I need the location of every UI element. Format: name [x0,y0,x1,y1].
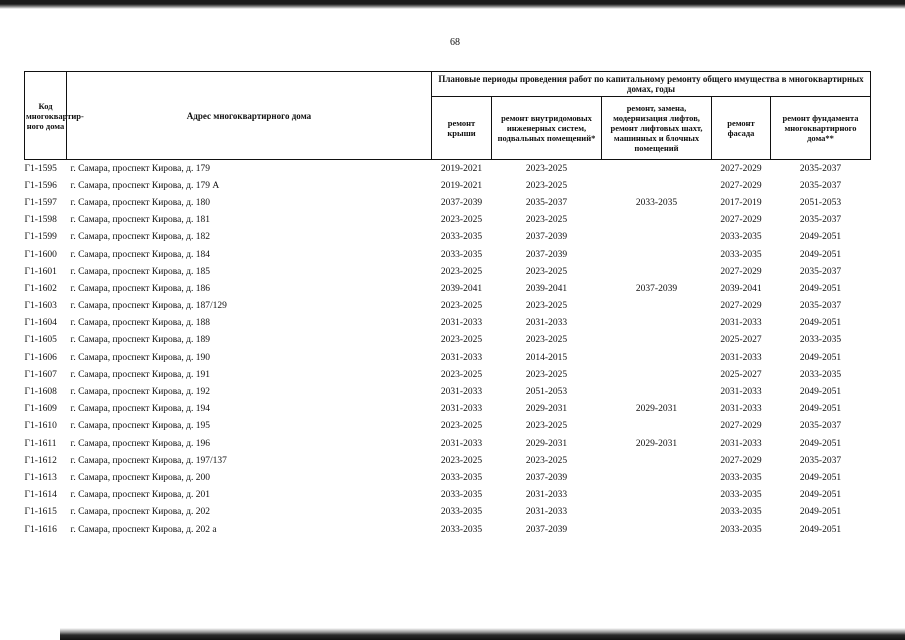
lift-repair-cell [602,469,712,486]
roof-repair-cell: 2023-2025 [440,215,483,226]
address-cell: г. Самара, проспект Кирова, д. 195 [70,421,210,432]
table-row [25,177,871,194]
foundation-repair-cell: 2035-2037 [799,163,842,174]
facade-repair-cell: 2027-2029 [720,301,762,312]
header-facade: ремонт фасада [712,97,771,160]
table-row [25,298,871,315]
lift-repair-cell [602,315,712,332]
foundation-repair-cell: 2035-2037 [799,455,842,466]
roof-repair-cell: 2033-2035 [440,249,483,260]
code-cell: Г1-1613 [24,472,57,483]
address-cell: г. Самара, проспект Кирова, д. 192 [70,387,210,398]
foundation-repair-cell: 2049-2051 [799,232,842,243]
table-row [25,332,871,349]
lift-repair-cell [602,521,712,538]
table-row [25,383,871,400]
engineering-repair-cell: 2031-2033 [525,318,568,329]
facade-repair-cell: 2033-2035 [720,249,762,260]
address-cell: г. Самара, проспект Кирова, д. 197/137 [70,455,227,466]
code-cell: Г1-1612 [24,455,57,466]
lift-repair-cell [602,366,712,383]
facade-repair-cell: 2031-2033 [720,352,762,363]
foundation-repair-cell: 2049-2051 [799,387,842,398]
table-row [25,212,871,229]
address-cell: г. Самара, проспект Кирова, д. 201 [70,490,210,501]
table-row [25,452,871,469]
roof-repair-cell: 2031-2033 [440,352,483,363]
lift-repair-cell [602,246,712,263]
lift-repair-cell [602,298,712,315]
scan-edge-top [0,0,905,9]
roof-repair-cell: 2033-2035 [440,472,483,483]
table-row [25,246,871,263]
table-row [25,315,871,332]
foundation-repair-cell: 2049-2051 [799,404,842,415]
address-cell: г. Самара, проспект Кирова, д. 188 [70,318,210,329]
facade-repair-cell: 2025-2027 [720,335,762,346]
lift-repair-cell [602,212,712,229]
foundation-repair-cell: 2051-2053 [799,197,842,208]
table-row [25,280,871,297]
foundation-repair-cell: 2035-2037 [799,215,842,226]
code-cell: Г1-1604 [24,318,57,329]
engineering-repair-cell: 2023-2025 [525,369,568,380]
engineering-repair-cell: 2031-2033 [525,490,568,501]
lift-repair-cell [602,383,712,400]
engineering-repair-cell: 2029-2031 [525,438,568,449]
lift-repair-cell [602,177,712,194]
address-cell: г. Самара, проспект Кирова, д. 187/129 [70,301,227,312]
roof-repair-cell: 2039-2041 [440,283,483,294]
foundation-repair-cell: 2035-2037 [799,301,842,312]
header-lift: ремонт, замена, модернизация лифтов, ремонт лифтовых шахт, машинных и блочных помещений [602,97,712,160]
code-cell: Г1-1611 [24,438,57,449]
table-row [25,418,871,435]
table-row [25,487,871,504]
foundation-repair-cell: 2049-2051 [799,283,842,294]
scan-edge-bottom [60,628,905,640]
table-row [25,194,871,211]
lift-repair-cell [602,229,712,246]
roof-repair-cell: 2023-2025 [440,301,483,312]
lift-repair-cell [602,487,712,504]
lift-repair-cell: 2029-2031 [635,404,678,415]
code-cell: Г1-1597 [24,197,57,208]
code-cell: Г1-1610 [24,421,57,432]
address-cell: г. Самара, проспект Кирова, д. 196 [70,438,210,449]
lift-repair-cell: 2029-2031 [635,438,678,449]
facade-repair-cell: 2033-2035 [720,507,762,518]
header-engineering: ремонт внутридомовых инженерных систем, подвальных помещений* [492,97,602,160]
header-roof: ремонт крыши [432,97,492,160]
engineering-repair-cell: 2031-2033 [525,507,568,518]
address-cell: г. Самара, проспект Кирова, д. 184 [70,249,210,260]
facade-repair-cell: 2027-2029 [720,163,762,174]
code-cell: Г1-1615 [24,507,57,518]
roof-repair-cell: 2031-2033 [440,387,483,398]
facade-repair-cell: 2031-2033 [720,404,762,415]
code-cell: Г1-1598 [24,215,57,226]
facade-repair-cell: 2039-2041 [720,283,762,294]
lift-repair-cell [602,160,712,178]
roof-repair-cell: 2031-2033 [440,438,483,449]
address-cell: г. Самара, проспект Кирова, д. 186 [70,283,210,294]
table-row [25,469,871,486]
facade-repair-cell: 2025-2027 [720,369,762,380]
code-cell: Г1-1601 [24,266,57,277]
roof-repair-cell: 2023-2025 [440,421,483,432]
code-cell: Г1-1600 [24,249,57,260]
roof-repair-cell: 2019-2021 [440,163,483,174]
address-cell: г. Самара, проспект Кирова, д. 194 [70,404,210,415]
address-cell: г. Самара, проспект Кирова, д. 179 А [70,180,220,191]
engineering-repair-cell: 2023-2025 [525,335,568,346]
roof-repair-cell: 2023-2025 [440,335,483,346]
address-cell: г. Самара, проспект Кирова, д. 182 [70,232,210,243]
engineering-repair-cell: 2037-2039 [525,232,568,243]
engineering-repair-cell: 2014-2015 [525,352,568,363]
foundation-repair-cell: 2049-2051 [799,490,842,501]
code-cell: Г1-1595 [24,163,57,174]
address-cell: г. Самара, проспект Кирова, д. 185 [70,266,210,277]
foundation-repair-cell: 2035-2037 [799,421,842,432]
header-address: Адрес многоквартирного дома [67,72,432,160]
facade-repair-cell: 2033-2035 [720,472,762,483]
foundation-repair-cell: 2033-2035 [799,335,842,346]
address-cell: г. Самара, проспект Кирова, д. 181 [70,215,210,226]
foundation-repair-cell: 2049-2051 [799,438,842,449]
facade-repair-cell: 2033-2035 [720,490,762,501]
engineering-repair-cell: 2023-2025 [525,266,568,277]
table-header [25,72,871,160]
lift-repair-cell [602,263,712,280]
facade-repair-cell: 2027-2029 [720,215,762,226]
lift-repair-cell [602,504,712,521]
facade-repair-cell: 2027-2029 [720,455,762,466]
table-row [25,229,871,246]
table-row [25,366,871,383]
address-cell: г. Самара, проспект Кирова, д. 180 [70,197,210,208]
table-row [25,349,871,366]
lift-repair-cell [602,349,712,366]
roof-repair-cell: 2033-2035 [440,232,483,243]
engineering-repair-cell: 2051-2053 [525,387,568,398]
facade-repair-cell: 2031-2033 [720,387,762,398]
engineering-repair-cell: 2023-2025 [525,421,568,432]
address-cell: г. Самара, проспект Кирова, д. 179 [70,163,210,174]
address-cell: г. Самара, проспект Кирова, д. 202 [70,507,210,518]
header-planned-periods: Плановые периоды проведения работ по капитальному ремонту общего имущества в многоквартирных домах, годы [432,72,871,97]
engineering-repair-cell: 2029-2031 [525,404,568,415]
engineering-repair-cell: 2037-2039 [525,472,568,483]
foundation-repair-cell: 2049-2051 [799,472,842,483]
page-number: 68 [450,37,460,48]
roof-repair-cell: 2033-2035 [440,507,483,518]
foundation-repair-cell: 2035-2037 [799,180,842,191]
address-cell: г. Самара, проспект Кирова, д. 200 [70,472,210,483]
facade-repair-cell: 2031-2033 [720,318,762,329]
lift-repair-cell: 2037-2039 [635,283,678,294]
foundation-repair-cell: 2035-2037 [799,266,842,277]
foundation-repair-cell: 2049-2051 [799,318,842,329]
code-cell: Г1-1599 [24,232,57,243]
code-cell: Г1-1603 [24,301,57,312]
roof-repair-cell: 2037-2039 [440,197,483,208]
roof-repair-cell: 2023-2025 [440,266,483,277]
roof-repair-cell: 2033-2035 [440,490,483,501]
roof-repair-cell: 2033-2035 [440,524,483,535]
code-cell: Г1-1607 [24,369,57,380]
engineering-repair-cell: 2023-2025 [525,180,568,191]
foundation-repair-cell: 2033-2035 [799,369,842,380]
foundation-repair-cell: 2049-2051 [799,249,842,260]
code-cell: Г1-1606 [24,352,57,363]
roof-repair-cell: 2031-2033 [440,404,483,415]
roof-repair-cell: 2019-2021 [440,180,483,191]
table-row [25,401,871,418]
roof-repair-cell: 2023-2025 [440,455,483,466]
address-cell: г. Самара, проспект Кирова, д. 202 а [70,524,217,535]
foundation-repair-cell: 2049-2051 [799,524,842,535]
code-cell: Г1-1608 [24,387,57,398]
engineering-repair-cell: 2023-2025 [525,301,568,312]
code-cell: Г1-1596 [24,180,57,191]
code-cell: Г1-1602 [24,283,57,294]
table-body [25,160,871,539]
engineering-repair-cell: 2039-2041 [525,283,568,294]
facade-repair-cell: 2017-2019 [720,197,762,208]
foundation-repair-cell: 2049-2051 [799,352,842,363]
repair-schedule-table [24,71,871,538]
table-row [25,160,871,178]
facade-repair-cell: 2031-2033 [720,438,762,449]
facade-repair-cell: 2027-2029 [720,421,762,432]
facade-repair-cell: 2033-2035 [720,524,762,535]
engineering-repair-cell: 2023-2025 [525,215,568,226]
header-foundation: ремонт фундамента многоквартирного дома** [771,97,871,160]
engineering-repair-cell: 2023-2025 [525,163,568,174]
foundation-repair-cell: 2049-2051 [799,507,842,518]
engineering-repair-cell: 2037-2039 [525,249,568,260]
address-cell: г. Самара, проспект Кирова, д. 189 [70,335,210,346]
facade-repair-cell: 2027-2029 [720,180,762,191]
header-code: Код многоквартирного дома [25,72,67,160]
engineering-repair-cell: 2023-2025 [525,455,568,466]
facade-repair-cell: 2033-2035 [720,232,762,243]
lift-repair-cell: 2033-2035 [635,197,678,208]
address-cell: г. Самара, проспект Кирова, д. 191 [70,369,210,380]
address-cell: г. Самара, проспект Кирова, д. 190 [70,352,210,363]
table-row [25,521,871,538]
lift-repair-cell [602,418,712,435]
code-cell: Г1-1614 [24,490,57,501]
facade-repair-cell: 2027-2029 [720,266,762,277]
table-row [25,504,871,521]
lift-repair-cell [602,452,712,469]
roof-repair-cell: 2031-2033 [440,318,483,329]
code-cell: Г1-1605 [24,335,57,346]
engineering-repair-cell: 2035-2037 [525,197,568,208]
code-cell: Г1-1609 [24,404,57,415]
lift-repair-cell [602,332,712,349]
table-row [25,263,871,280]
roof-repair-cell: 2023-2025 [440,369,483,380]
code-cell: Г1-1616 [24,524,57,535]
engineering-repair-cell: 2037-2039 [525,524,568,535]
table-row [25,435,871,452]
